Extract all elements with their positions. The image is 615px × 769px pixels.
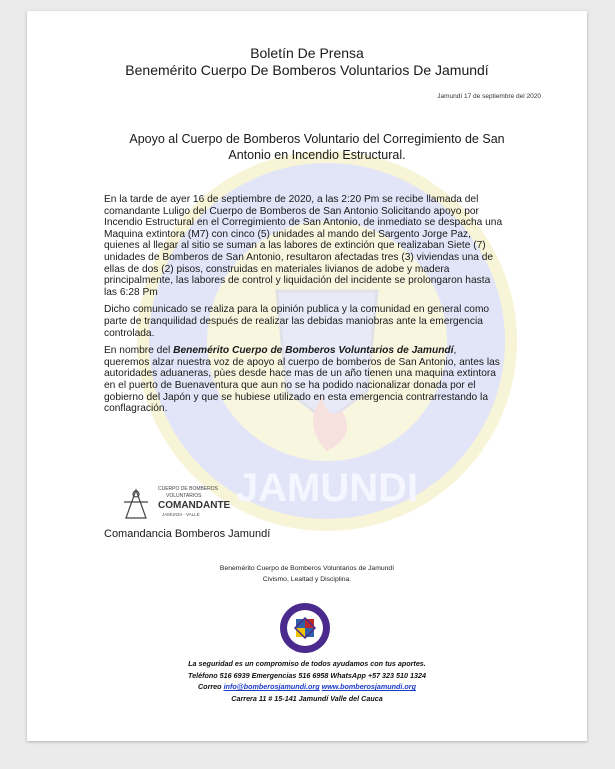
organization-name: Benemérito Cuerpo De Bomberos Voluntarios De Jamundí xyxy=(125,62,489,78)
body-paragraph-1: En la tarde de ayer 16 de septiembre de 2020, a las 2:20 Pm se recibe llamada del comandante Luligo del Cuerpo de Bomberos de San Antonio Solicitando apoyo por Incendio Estructural en el Corregimiento de San Antonio, de inmediato se despacha una Maquina extintora (M7) con cinco (5) unidades al mando del Sargento Jorge Paz, quienes al llegar al sitio se suman a las labores de extinción que realizaban Siete (7) unidades de Bomberos de San Antonio, resultaron afectadas tres (3) viviendas una de ellas de dos (2) pisos, construidas en materiales livianos de adobe y madera principalmente, las labores de control y liquidación del incidente se prolongaron hasta las 6:28 Pm xyxy=(104,194,503,298)
contact-phones: Teléfono 516 6939 Emergencias 516 6958 WhatsApp +57 323 510 1324 xyxy=(187,670,427,680)
subject-line-2: Antonio en Incendio Estructural. xyxy=(228,148,406,162)
body-paragraph-3: En nombre del Benemérito Cuerpo de Bomberos Voluntarios de Jamundí, queremos alzar nuestra voz de apoyo al cuerpo de bomberos de San Antonio, antes las autoridades aduaneras, pùes desde hace mas de un año tienen una maquina extintora en el puerto de Buenaventura que aun no se ha podido nacionalizar donada por el gobierno del Japón y que se hubiese utilizado en esta emergencia contrarrestando la conflagración. xyxy=(104,345,500,415)
footer-motto: Civismo, Lealtad y Disciplina. xyxy=(262,576,352,583)
commander-stamp xyxy=(122,482,232,522)
contact-block xyxy=(27,658,587,704)
body-paragraph-2: Dicho comunicado se realiza para la opinión publica y la comunidad en general como parte de tranquilidad después de realizar las debidas maniobras ante la emergencia controlada. xyxy=(104,304,490,339)
document-page xyxy=(27,11,587,741)
signature-line: Comandancia Bomberos Jamundí xyxy=(104,528,271,540)
email-link[interactable]: info@bomberosjamundi.org xyxy=(223,682,320,692)
contact-links: Correo info@bomberosjamundi.org www.bomberosjamundi.org xyxy=(197,682,416,692)
firefighters-seal-logo xyxy=(279,602,331,654)
bulletin-date: Jamundí 17 de septiembre del 2020 xyxy=(437,93,541,100)
watermark-text: JAMUNDI xyxy=(235,466,419,510)
organization-footer xyxy=(27,563,587,585)
svg-text:VOLUNTARIOS: VOLUNTARIOS xyxy=(166,493,202,499)
footer-org-name: Benemérito Cuerpo de Bomberos Voluntarios de Jamundí xyxy=(219,565,395,572)
contact-slogan: La seguridad es un compromiso de todos ayudamos con tus aportes. xyxy=(188,659,426,668)
bulletin-body xyxy=(104,194,504,421)
svg-text:CUERPO DE BOMBEROS: CUERPO DE BOMBEROS xyxy=(158,486,219,492)
svg-text:JAMUNDI - VALLE: JAMUNDI - VALLE xyxy=(162,512,200,517)
subject-line-1: Apoyo al Cuerpo de Bomberos Voluntario del Corregimiento de San xyxy=(129,132,505,146)
svg-text:COMANDANTE: COMANDANTE xyxy=(158,500,231,511)
press-header xyxy=(27,45,587,79)
contact-address: Carrera 11 # 15-141 Jamundí Valle del Cauca xyxy=(231,693,383,703)
organization-emphasis: Benemérito Cuerpo de Bomberos Voluntarios de Jamundí xyxy=(173,345,454,357)
bulletin-title: Boletín De Prensa xyxy=(250,45,364,61)
website-link[interactable]: www.bomberosjamundi.org xyxy=(321,682,416,692)
bulletin-subject xyxy=(87,131,547,163)
